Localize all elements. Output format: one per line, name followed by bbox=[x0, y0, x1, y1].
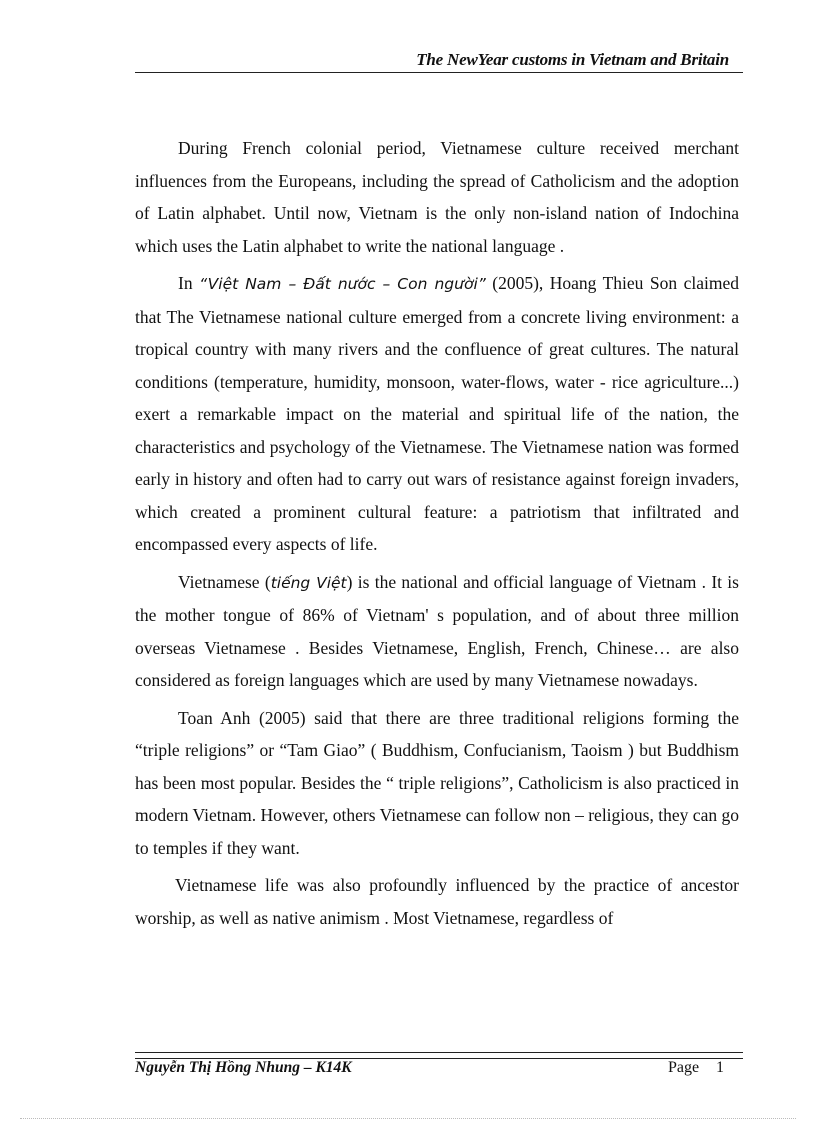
paragraph-3-pre: Vietnamese ( bbox=[178, 571, 271, 592]
paragraph-1: During French colonial period, Vietnamese culture received merchant influences from the Europeans, including the spread of Catholicism and the adoption of Latin alphabet. Until now, Vietnam is the only non-island nation of Indochina which uses the Latin alphabet to write the national language . bbox=[135, 138, 739, 256]
footer-page-number: 1 bbox=[716, 1059, 724, 1076]
paragraph-2-post: (2005), Hoang Thieu Son claimed that The Vietnamese national culture emerged from a concrete living environment: a tropical country with many rivers and the confluence of great cultures. The natural conditions (temperature, humidity, monsoon, water-flows, water - rice agriculture...) exert a remarkable impact on the material and spiritual life of the nation, the characteristics and psychology of the Vietnamese. The Vietnamese nation was formed early in history and often had to carry out wars of resistance against foreign invaders, which created a prominent cultural feature: a patriotism that infiltrated and encompassed every aspects of life. bbox=[135, 273, 739, 554]
paragraph-2 bbox=[135, 267, 739, 561]
paragraph-3 bbox=[135, 566, 739, 697]
paragraph-5: Vietnamese life was also profoundly influenced by the practice of ancestor worship, as well as native animism . Most Vietnamese, regardless of bbox=[135, 875, 739, 928]
paragraph-4: Toan Anh (2005) said that there are three traditional religions forming the “triple religions” or “Tam Giao” ( Buddhism, Confucianism, Taoism ) but Buddhism has been most popular. Besides the “ triple religions”, Catholicism is also practiced in modern Vietnam. However, others Vietnamese can follow non – religious, they can go to temples if they want. bbox=[135, 707, 739, 858]
book-title: “Việt Nam – Đất nước – Con người” bbox=[199, 275, 486, 293]
header-title: The NewYear customs in Vietnam and Britain bbox=[416, 50, 729, 69]
footer-page-label: Page bbox=[668, 1059, 700, 1076]
body-text bbox=[135, 132, 739, 939]
page-header bbox=[135, 46, 743, 73]
page-edge-divider bbox=[20, 1118, 796, 1119]
footer-author: Nguyễn Thị Hồng Nhung – K14K bbox=[135, 1059, 352, 1076]
paragraph-2-pre: In bbox=[178, 273, 200, 293]
language-term: tiếng Việt bbox=[270, 573, 347, 592]
footer-divider bbox=[135, 1052, 743, 1059]
paragraph-3-post: ) is the national and official language of Vietnam . It is the mother tongue of 86% of Vietnam' s population, and of about three million overseas Vietnamese . Besides Vietnamese, English, French, Chinese… are also considered as foreign languages which are used by many Vietnamese nowadays. bbox=[135, 571, 739, 690]
